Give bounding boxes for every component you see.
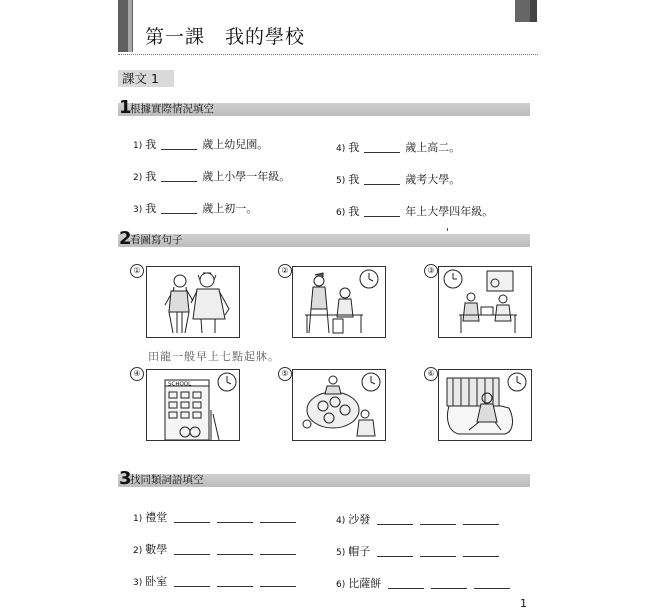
answer-blank[interactable] — [161, 212, 197, 214]
item-number: 5) — [336, 548, 346, 558]
page-number: 1 — [520, 597, 527, 610]
item-number: 1) — [133, 141, 143, 151]
item-word: 沙發 — [348, 513, 371, 526]
answer-blank[interactable] — [217, 585, 253, 587]
lesson-title: 第一課 我的學校 — [145, 26, 306, 48]
answer-blank[interactable] — [217, 521, 253, 523]
answer-blank[interactable] — [260, 521, 296, 523]
item-word: 卧室 — [145, 575, 168, 588]
item-pre: 我 — [348, 141, 360, 154]
picture-4 — [146, 369, 240, 441]
answer-blank[interactable] — [431, 587, 467, 589]
print-mark — [447, 228, 448, 231]
item-post: 年上大學四年級。 — [405, 205, 494, 218]
title-divider — [118, 54, 538, 55]
picture-3-number: ③ — [424, 264, 438, 278]
item-word: 禮堂 — [145, 511, 168, 524]
answer-blank[interactable] — [364, 151, 400, 153]
fill-item-2 — [133, 168, 290, 184]
fill-item-3 — [133, 200, 257, 216]
answer-blank[interactable] — [260, 553, 296, 555]
answer-blank[interactable] — [463, 523, 499, 525]
item-word: 帽子 — [348, 545, 371, 558]
item-number: 5) — [336, 176, 346, 186]
item-post: 歲上小學一年級。 — [202, 170, 291, 183]
category-item-4 — [336, 511, 499, 527]
answer-blank[interactable] — [174, 585, 210, 587]
answer-blank[interactable] — [420, 555, 456, 557]
item-post: 歲考大學。 — [405, 173, 461, 186]
school-building-illustration — [147, 370, 239, 440]
answer-blank[interactable] — [174, 521, 210, 523]
answer-blank[interactable] — [217, 553, 253, 555]
picture-6-number: ⑥ — [424, 367, 438, 381]
answer-blank[interactable] — [161, 148, 197, 150]
answer-blank[interactable] — [377, 555, 413, 557]
item-post: 歲上幼兒園。 — [202, 138, 269, 151]
answer-blank[interactable] — [161, 180, 197, 182]
picture-2-number: ② — [278, 264, 292, 278]
family-table-illustration — [439, 267, 531, 337]
section2-number: 2 — [119, 228, 132, 249]
family-meal-illustration — [293, 267, 385, 337]
item-pre: 我 — [145, 202, 157, 215]
answer-blank[interactable] — [388, 587, 424, 589]
picture-5-number: ⑤ — [278, 367, 292, 381]
answer-blank[interactable] — [260, 585, 296, 587]
picture-1 — [146, 266, 240, 338]
header-accent-stripe — [128, 0, 132, 52]
category-item-3 — [133, 573, 296, 589]
item-pre: 我 — [348, 205, 360, 218]
item-number: 4) — [336, 516, 346, 526]
section1-title: 根據實際情況填空 — [130, 103, 214, 115]
section2-title: 看圖寫句子 — [130, 234, 183, 246]
answer-blank[interactable] — [364, 183, 400, 185]
picture-6 — [438, 369, 532, 441]
two-men-illustration — [147, 267, 239, 337]
answer-blank[interactable] — [174, 553, 210, 555]
item-number: 6) — [336, 208, 346, 218]
fill-item-1 — [133, 136, 268, 152]
item-pre: 我 — [145, 170, 157, 183]
picture-3 — [438, 266, 532, 338]
category-item-6 — [336, 575, 510, 591]
category-item-1 — [133, 509, 296, 525]
item-word: 數學 — [145, 543, 168, 556]
picture-4-number: ④ — [130, 367, 144, 381]
fill-item-4 — [336, 139, 460, 155]
item-number: 4) — [336, 144, 346, 154]
header-accent-stripe-right — [530, 0, 537, 22]
answer-blank[interactable] — [364, 215, 400, 217]
category-item-2 — [133, 541, 296, 557]
answer-blank[interactable] — [474, 587, 510, 589]
picture-1-number: ① — [130, 264, 144, 278]
item-post: 歲上高二。 — [405, 141, 461, 154]
item-number: 1) — [133, 514, 143, 524]
answer-blank[interactable] — [420, 523, 456, 525]
item-number: 3) — [133, 578, 143, 588]
text-tag: 課文 1 — [118, 70, 174, 87]
item-pre: 我 — [145, 138, 157, 151]
fill-item-6 — [336, 203, 493, 219]
category-item-5 — [336, 543, 499, 559]
picture-5 — [292, 369, 386, 441]
answer-blank[interactable] — [463, 555, 499, 557]
picture-2 — [292, 266, 386, 338]
section1-number: 1 — [119, 97, 132, 118]
item-post: 歲上初一。 — [202, 202, 258, 215]
school-sign: SCHOOL — [168, 381, 192, 388]
item-word: 比薩餅 — [348, 577, 382, 590]
dinner-table-illustration — [293, 370, 385, 440]
section3-number: 3 — [119, 468, 132, 489]
item-number: 2) — [133, 546, 143, 556]
sample-answer: 田龍一般早上七點起牀。 — [148, 350, 280, 363]
fill-item-5 — [336, 171, 460, 187]
item-number: 6) — [336, 580, 346, 590]
section3-title: 找同類詞語填空 — [130, 474, 204, 486]
item-pre: 我 — [348, 173, 360, 186]
sofa-sleep-illustration — [439, 370, 531, 440]
item-number: 2) — [133, 173, 143, 183]
answer-blank[interactable] — [377, 523, 413, 525]
item-number: 3) — [133, 205, 143, 215]
